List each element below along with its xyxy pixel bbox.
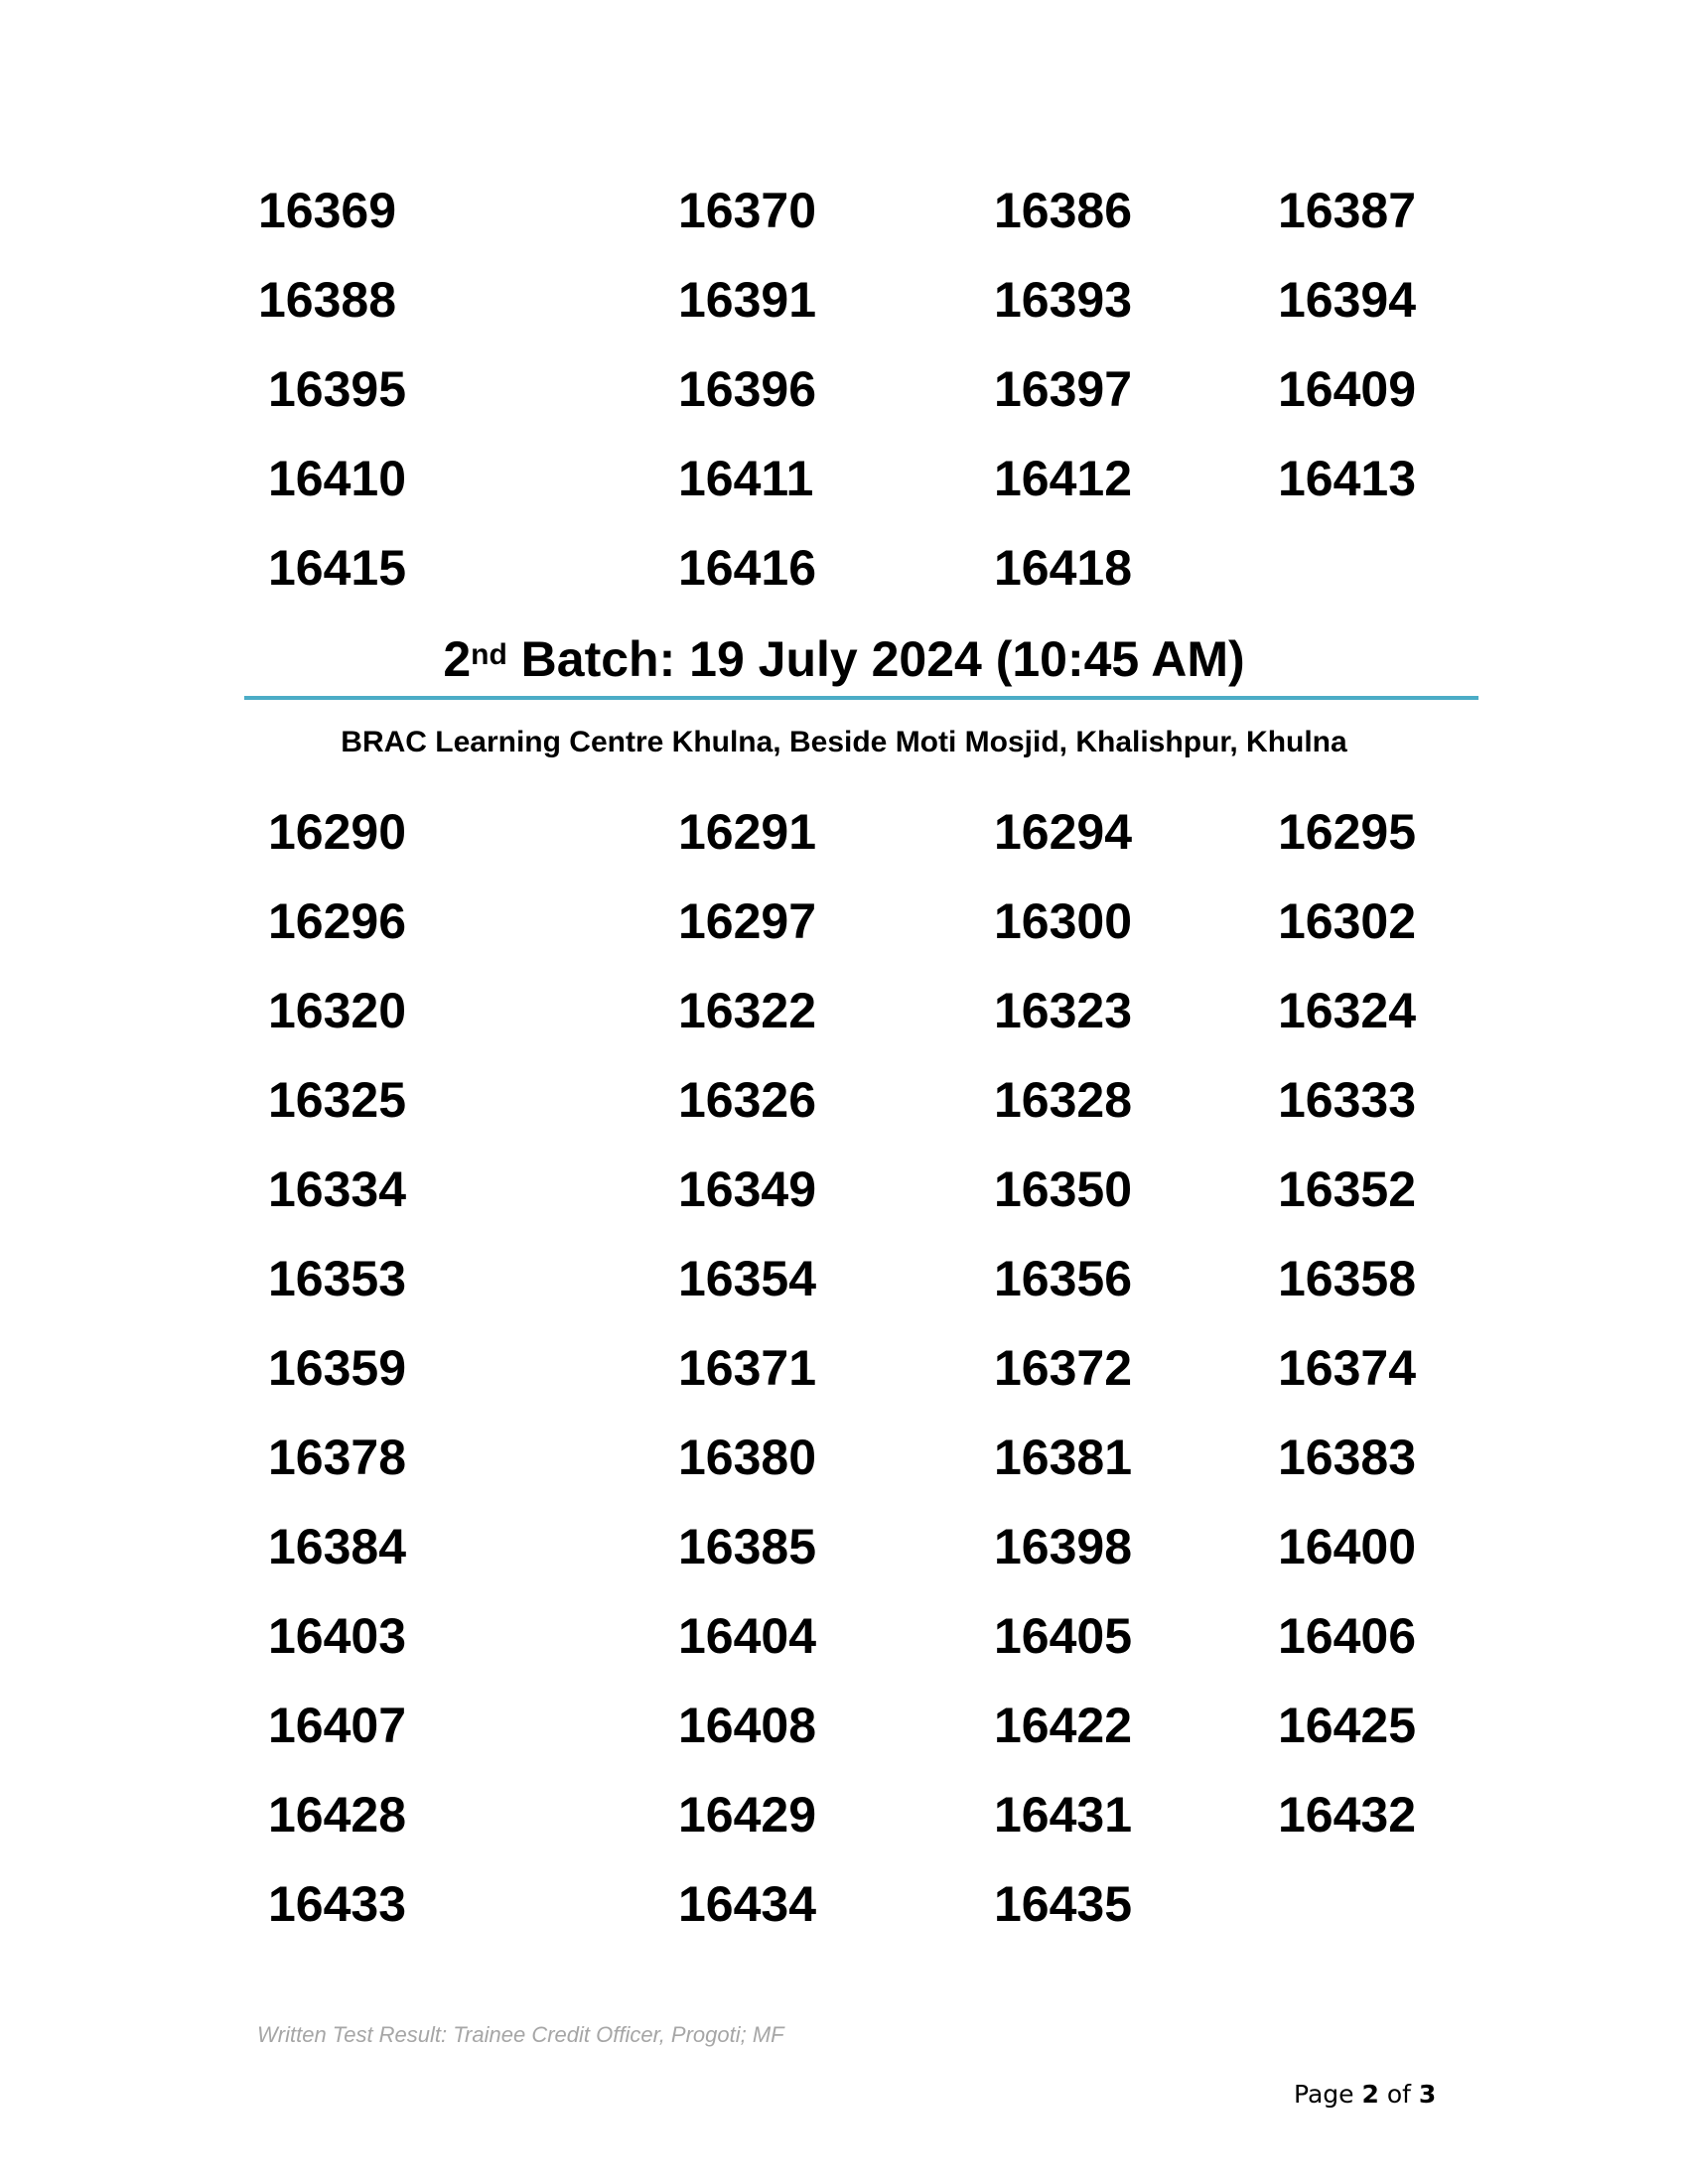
roll-number: 16302: [1278, 893, 1417, 949]
roll-number: 16405: [994, 1608, 1133, 1664]
roll-number: 16433: [268, 1876, 407, 1932]
roll-number: 16294: [994, 804, 1133, 860]
roll-number: 16406: [1278, 1608, 1417, 1664]
roll-number: 16388: [258, 272, 397, 328]
roll-number: 16352: [1278, 1161, 1417, 1217]
roll-number: 16370: [678, 183, 817, 238]
roll-number: 16415: [268, 540, 407, 596]
roll-number-row: [0, 802, 1688, 891]
page-separator: of: [1378, 2080, 1419, 2109]
batch-title-text: Batch: 19 July 2024 (10:45 AM): [506, 631, 1245, 687]
roll-number: 16386: [994, 183, 1133, 238]
roll-number: 16409: [1278, 361, 1417, 417]
roll-number: 16397: [994, 361, 1133, 417]
roll-number: 16418: [994, 540, 1133, 596]
roll-number-grid-first-batch: [0, 181, 1688, 627]
roll-number: 16422: [994, 1698, 1133, 1753]
roll-number: 16396: [678, 361, 817, 417]
heading-divider: [244, 696, 1478, 700]
roll-number: 16358: [1278, 1251, 1417, 1306]
roll-number: 16407: [268, 1698, 407, 1753]
roll-number: 16326: [678, 1072, 817, 1128]
roll-number: 16432: [1278, 1787, 1417, 1843]
roll-number: 16369: [258, 183, 397, 238]
roll-number-row: [0, 1606, 1688, 1696]
page-number: [1294, 2080, 1436, 2109]
roll-number: 16394: [1278, 272, 1417, 328]
roll-number: 16322: [678, 983, 817, 1038]
roll-number: 16393: [994, 272, 1133, 328]
roll-number: 16395: [268, 361, 407, 417]
roll-number-row: [0, 1696, 1688, 1785]
batch-ordinal-number: 2: [443, 631, 472, 687]
roll-number: 16381: [994, 1430, 1133, 1485]
roll-number: 16320: [268, 983, 407, 1038]
roll-number: 16291: [678, 804, 817, 860]
roll-number: 16296: [268, 893, 407, 949]
roll-number: 16387: [1278, 183, 1417, 238]
roll-number-row: [0, 1338, 1688, 1428]
page-total: 3: [1418, 2080, 1437, 2109]
roll-number-row: [0, 1070, 1688, 1160]
roll-number-row: [0, 270, 1688, 359]
roll-number: 16428: [268, 1787, 407, 1843]
roll-number-row: [0, 1428, 1688, 1517]
roll-number: 16374: [1278, 1340, 1417, 1396]
roll-number: 16359: [268, 1340, 407, 1396]
batch-ordinal-suffix: nd: [471, 638, 507, 671]
roll-number: 16356: [994, 1251, 1133, 1306]
roll-number: 16385: [678, 1519, 817, 1574]
roll-number: 16412: [994, 451, 1133, 506]
roll-number: 16380: [678, 1430, 817, 1485]
roll-number: 16400: [1278, 1519, 1417, 1574]
roll-number: 16290: [268, 804, 407, 860]
roll-number-row: [0, 181, 1688, 270]
footer-note: Written Test Result: Trainee Credit Officer, Progoti; MF: [257, 2022, 784, 2047]
roll-number: 16413: [1278, 451, 1417, 506]
roll-number-row: [0, 359, 1688, 449]
roll-number-row: [0, 1249, 1688, 1338]
roll-number: 16295: [1278, 804, 1417, 860]
roll-number: 16354: [678, 1251, 817, 1306]
roll-number: 16334: [268, 1161, 407, 1217]
roll-number: 16384: [268, 1519, 407, 1574]
roll-number: 16425: [1278, 1698, 1417, 1753]
roll-number: 16372: [994, 1340, 1133, 1396]
roll-number-row: [0, 1160, 1688, 1249]
roll-number: 16300: [994, 893, 1133, 949]
roll-number: 16378: [268, 1430, 407, 1485]
roll-number: 16434: [678, 1876, 817, 1932]
roll-number: 16431: [994, 1787, 1133, 1843]
page-current: 2: [1361, 2080, 1379, 2109]
roll-number: 16350: [994, 1161, 1133, 1217]
roll-number-row: [0, 1785, 1688, 1874]
roll-number: 16383: [1278, 1430, 1417, 1485]
roll-number-row: [0, 449, 1688, 538]
roll-number: 16429: [678, 1787, 817, 1843]
roll-number: 16325: [268, 1072, 407, 1128]
roll-number-row: [0, 981, 1688, 1070]
roll-number: 16324: [1278, 983, 1417, 1038]
roll-number: 16403: [268, 1608, 407, 1664]
roll-number: 16328: [994, 1072, 1133, 1128]
roll-number: 16323: [994, 983, 1133, 1038]
roll-number-row: [0, 538, 1688, 627]
roll-number: 16410: [268, 451, 407, 506]
roll-number: 16371: [678, 1340, 817, 1396]
venue-address: BRAC Learning Centre Khulna, Beside Moti Mosjid, Khalishpur, Khulna: [341, 726, 1347, 758]
roll-number-row: [0, 1517, 1688, 1606]
roll-number: 16416: [678, 540, 817, 596]
roll-number: 16408: [678, 1698, 817, 1753]
roll-number: 16349: [678, 1161, 817, 1217]
roll-number: 16391: [678, 272, 817, 328]
roll-number: 16404: [678, 1608, 817, 1664]
roll-number-row: [0, 1874, 1688, 1964]
roll-number: 16333: [1278, 1072, 1417, 1128]
roll-number: 16411: [678, 451, 814, 506]
roll-number: 16353: [268, 1251, 407, 1306]
roll-number-row: [0, 891, 1688, 981]
roll-number: 16297: [678, 893, 817, 949]
roll-number-grid-second-batch: [0, 802, 1688, 1964]
roll-number: 16398: [994, 1519, 1133, 1574]
page-label: Page: [1294, 2080, 1362, 2109]
batch-heading: [0, 625, 1688, 693]
roll-number: 16435: [994, 1876, 1133, 1932]
